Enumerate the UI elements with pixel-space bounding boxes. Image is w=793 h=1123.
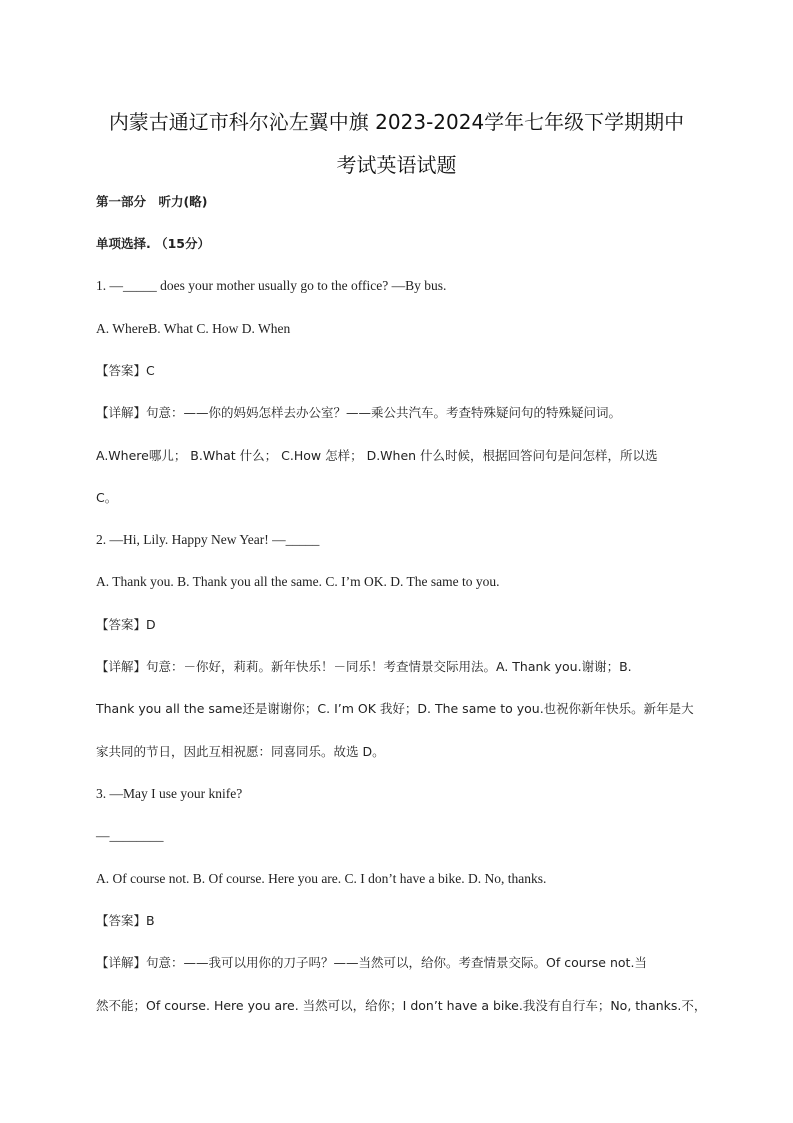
document-title-line2: 考试英语试题 <box>336 153 457 177</box>
question-2-detail-line2: Thank you all the same还是谢谢你；C. I’m OK 我好；D. The same to you.也祝你新年快乐。新年是大 <box>96 701 694 716</box>
question-2-text: 2. —Hi, Lily. Happy New Year! —_____ <box>96 532 320 547</box>
question-3-detail-line2: 然不能；Of course. Here you are. 当然可以，给你；I don’t have a bike.我没有自行车；No, thanks.不， <box>96 998 707 1013</box>
question-2-answer: 【答案】D <box>96 617 156 632</box>
question-1-options: A. WhereB. What C. How D. When <box>96 321 291 336</box>
document-title-line1: 内蒙古通辽市科尔沁左翼中旗 2023-2024学年七年级下学期期中 <box>108 110 685 134</box>
section-heading-single-choice: 单项选择. （15分） <box>96 236 210 251</box>
question-1-detail-line1: 【详解】句意：——你的妈妈怎样去办公室？——乘公共汽车。考查特殊疑问句的特殊疑问词。 <box>96 405 622 420</box>
question-1-text: 1. —_____ does your mother usually go to the office? —By bus. <box>96 278 447 293</box>
section-heading-listening: 第一部分 听力(略) <box>96 194 208 209</box>
question-1-answer: 【答案】C <box>96 363 155 378</box>
question-2-options: A. Thank you. B. Thank you all the same. C. I’m OK. D. The same to you. <box>96 574 500 589</box>
question-1-detail-line2: A.Where哪儿； B.What 什么； C.How 怎样； D.When 什么时候，根据回答问句是问怎样，所以选 <box>96 448 658 463</box>
question-3-text-line2: —________ <box>96 828 164 843</box>
question-2-detail-line3: 家共同的节日，因此互相祝愿：同喜同乐。故选 D。 <box>96 744 385 759</box>
question-3-options: A. Of course not. B. Of course. Here you are. C. I don’t have a bike. D. No, thanks. <box>96 871 547 886</box>
question-2-detail-line1: 【详解】句意：－你好，莉莉。新年快乐！－同乐！考查情景交际用法。A. Thank you.谢谢；B. <box>96 659 632 674</box>
question-3-text: 3. —May I use your knife? <box>96 786 243 801</box>
question-3-answer: 【答案】B <box>96 913 155 928</box>
question-1-detail-line3: C。 <box>96 490 118 505</box>
question-3-detail-line1: 【详解】句意：——我可以用你的刀子吗？——当然可以，给你。考查情景交际。Of course not.当 <box>96 955 647 970</box>
